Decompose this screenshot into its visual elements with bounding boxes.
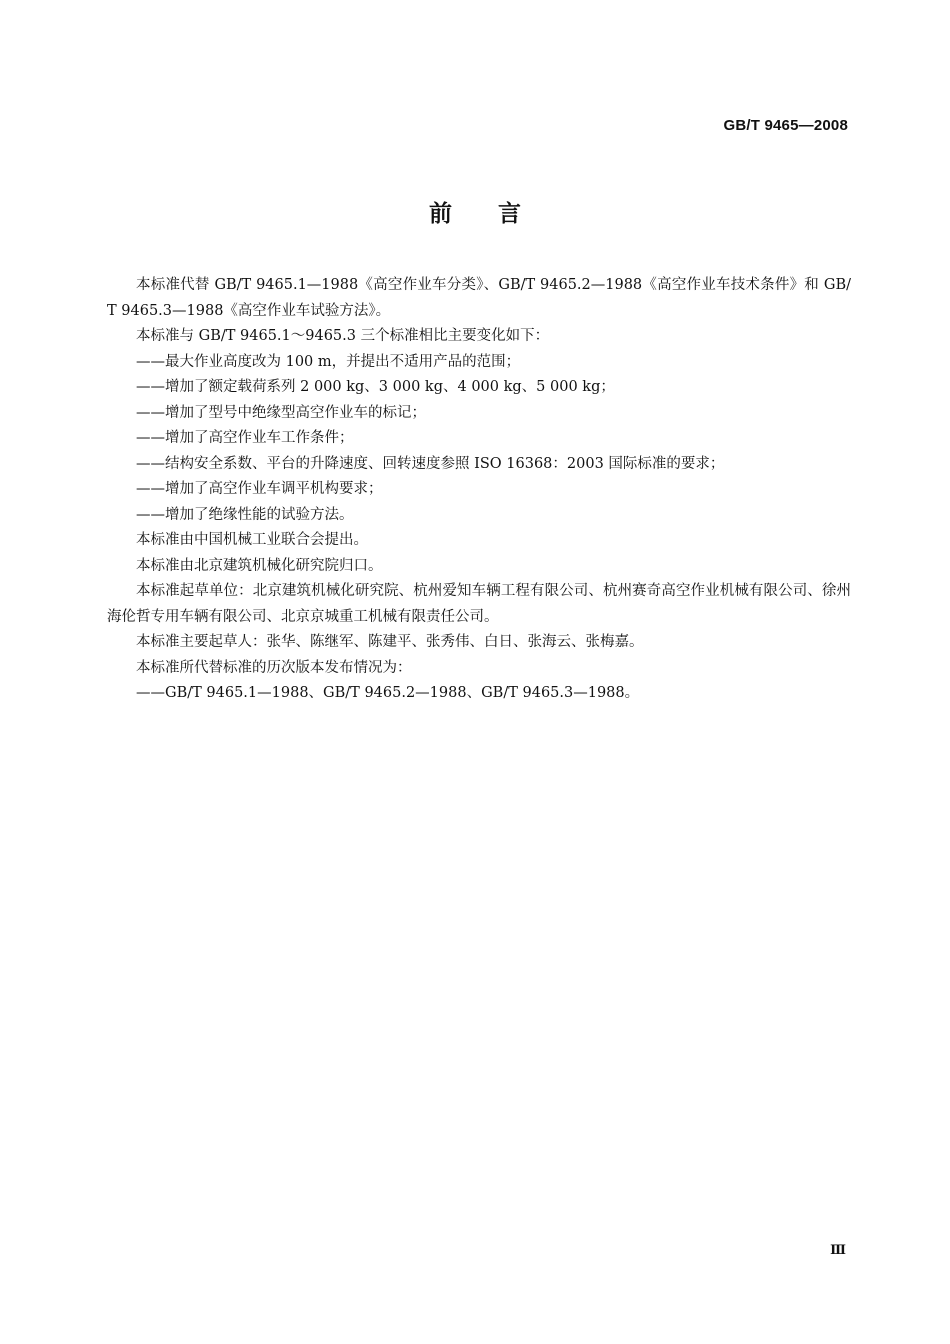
foreword-body xyxy=(107,273,851,707)
title-char-2: 言 xyxy=(498,201,521,227)
change-item-leveling: ——增加了高空作业车调平机构要求； xyxy=(136,481,383,497)
page-title xyxy=(0,196,950,232)
change-item-max-height: ——最大作业高度改为 100 m，并提出不适用产品的范围； xyxy=(136,353,521,370)
paragraph-replaces: 本标准代替 GB/T 9465.1—1988《高空作业车分类》、GB/T 9465.2—1988《高空作业车技术条件》和 GB/T 9465.3—1988《高空作业车试验方法》。 xyxy=(107,277,851,319)
paragraph-version-history-intro: 本标准所代替标准的历次版本发布情况为： xyxy=(136,659,412,676)
page-number: Ⅲ xyxy=(830,1243,846,1258)
standard-number: GB/T 9465—2008 xyxy=(723,117,848,134)
change-item-insulated-marking: ——增加了型号中绝缘型高空作业车的标记； xyxy=(136,404,426,421)
paragraph-drafting-units: 本标准起草单位：北京建筑机械化研究院、杭州爱知车辆工程有限公司、杭州赛奇高空作业机械有限公司、徐州海伦哲专用车辆有限公司、北京京城重工机械有限责任公司。 xyxy=(107,583,851,625)
change-item-safety-factors: ——结构安全系数、平台的升降速度、回转速度参照 ISO 16368：2003 国际标准的要求； xyxy=(136,455,725,472)
title-char-1: 前 xyxy=(429,201,452,227)
paragraph-proposed-by: 本标准由中国机械工业联合会提出。 xyxy=(136,532,368,548)
version-history-item: ——GB/T 9465.1—1988、GB/T 9465.2—1988、GB/T 9465.3—1988。 xyxy=(136,685,640,701)
change-item-rated-load: ——增加了额定载荷系列 2 000 kg、3 000 kg、4 000 kg、5 000 kg； xyxy=(136,379,615,395)
change-item-working-conditions: ——增加了高空作业车工作条件； xyxy=(136,430,354,446)
paragraph-changes-intro: 本标准与 GB/T 9465.1～9465.3 三个标准相比主要变化如下： xyxy=(136,328,550,344)
paragraph-drafters: 本标准主要起草人：张华、陈继军、陈建平、张秀伟、白日、张海云、张梅嘉。 xyxy=(136,634,644,650)
change-item-insulation-test: ——增加了绝缘性能的试验方法。 xyxy=(136,506,354,523)
paragraph-centralized-by: 本标准由北京建筑机械化研究院归口。 xyxy=(136,557,383,574)
